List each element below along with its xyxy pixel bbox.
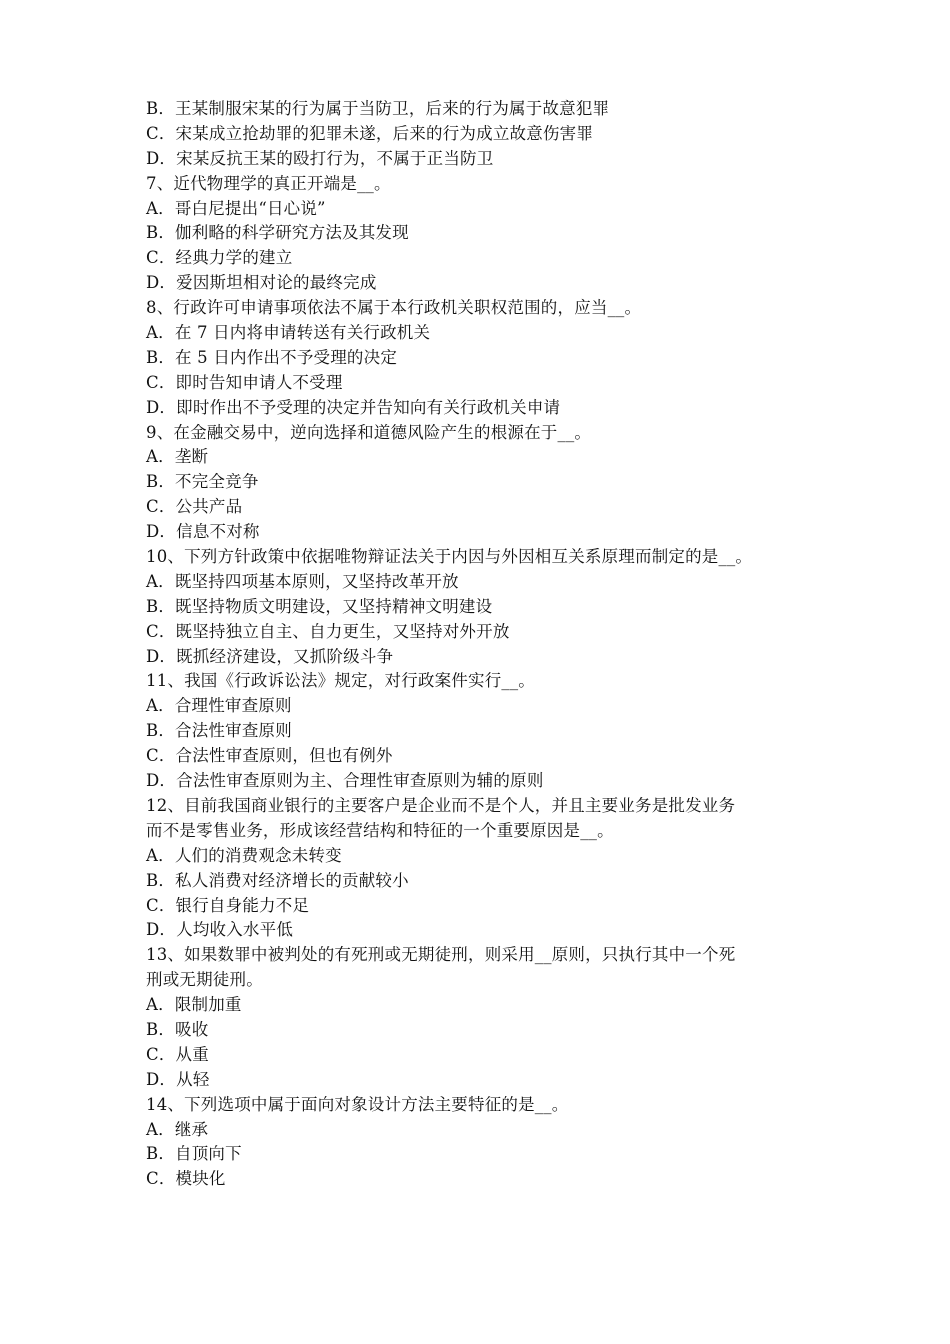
option-line: C．银行自身能力不足: [146, 895, 310, 915]
question-line: 9、在金融交易中，逆向选择和道德风险产生的根源在于__。: [146, 422, 592, 442]
option-line: C．从重: [146, 1044, 209, 1064]
option-line: B．自顶向下: [146, 1144, 242, 1164]
option-line: C．合法性审查原则，但也有例外: [146, 746, 393, 766]
option-line: B．不完全竞争: [146, 472, 259, 492]
option-line: B．王某制服宋某的行为属于当防卫，后来的行为属于故意犯罪: [146, 99, 610, 118]
question-line: 10、下列方针政策中依据唯物辩证法关于内因与外因相互关系原理而制定的是__。: [146, 547, 753, 567]
option-line: D．既抓经济建设，又抓阶级斗争: [146, 646, 394, 666]
option-line: C．即时告知申请人不受理: [146, 372, 343, 392]
document-body: [146, 97, 826, 1192]
option-line: A．既坚持四项基本原则，又坚持改革开放: [146, 571, 459, 591]
option-line: C．模块化: [146, 1169, 226, 1189]
option-line: B．在 5 日内作出不予受理的决定: [146, 347, 398, 367]
question-line: 11、我国《行政诉讼法》规定，对行政案件实行__。: [146, 671, 535, 691]
option-line: D．人均收入水平低: [146, 920, 294, 940]
option-line: A．在 7 日内将申请转送有关行政机关: [146, 323, 431, 343]
question-line: 14、下列选项中属于面向对象设计方法主要特征的是__。: [146, 1094, 569, 1114]
option-line: B．吸收: [146, 1019, 209, 1039]
option-line: A．人们的消费观念未转变: [146, 845, 342, 865]
question-line-continued: 刑或无期徒刑。: [146, 970, 263, 990]
question-line-continued: 而不是零售业务，形成该经营结构和特征的一个重要原因是__。: [146, 820, 614, 840]
option-line: A．哥白尼提出“日心说”: [146, 198, 326, 218]
question-line: 7、近代物理学的真正开端是__。: [146, 173, 391, 193]
option-line: C．宋某成立抢劫罪的犯罪未遂，后来的行为成立故意伤害罪: [146, 123, 594, 143]
option-line: C．既坚持独立自主、自力更生，又坚持对外开放: [146, 621, 510, 641]
option-line: A．限制加重: [146, 995, 242, 1015]
option-line: D．爱因斯坦相对论的最终完成: [146, 273, 377, 293]
question-line: 12、目前我国商业银行的主要客户是企业而不是个人，并且主要业务是批发业务: [146, 795, 736, 815]
option-line: A．合理性审查原则: [146, 696, 292, 716]
option-line: B．私人消费对经济增长的贡献较小: [146, 870, 409, 890]
option-line: D．合法性审查原则为主、合理性审查原则为辅的原则: [146, 771, 544, 791]
option-line: B．伽利略的科学研究方法及其发现: [146, 223, 409, 243]
option-line: B．既坚持物质文明建设，又坚持精神文明建设: [146, 596, 493, 616]
option-line: D．即时作出不予受理的决定并告知向有关行政机关申请: [146, 397, 561, 417]
option-line: D．从轻: [146, 1069, 210, 1089]
option-line: D．信息不对称: [146, 522, 260, 542]
option-line: A．垄断: [146, 447, 209, 467]
question-line: 8、行政许可申请事项依法不属于本行政机关职权范围的，应当__。: [146, 298, 642, 318]
option-line: B．合法性审查原则: [146, 721, 292, 741]
option-line: C．经典力学的建立: [146, 248, 293, 268]
question-line: 13、如果数罪中被判处的有死刑或无期徒刑，则采用__原则，只执行其中一个死: [146, 945, 736, 965]
option-line: C．公共产品: [146, 497, 243, 517]
option-line: D．宋某反抗王某的殴打行为，不属于正当防卫: [146, 148, 494, 168]
option-line: A．继承: [146, 1119, 209, 1139]
